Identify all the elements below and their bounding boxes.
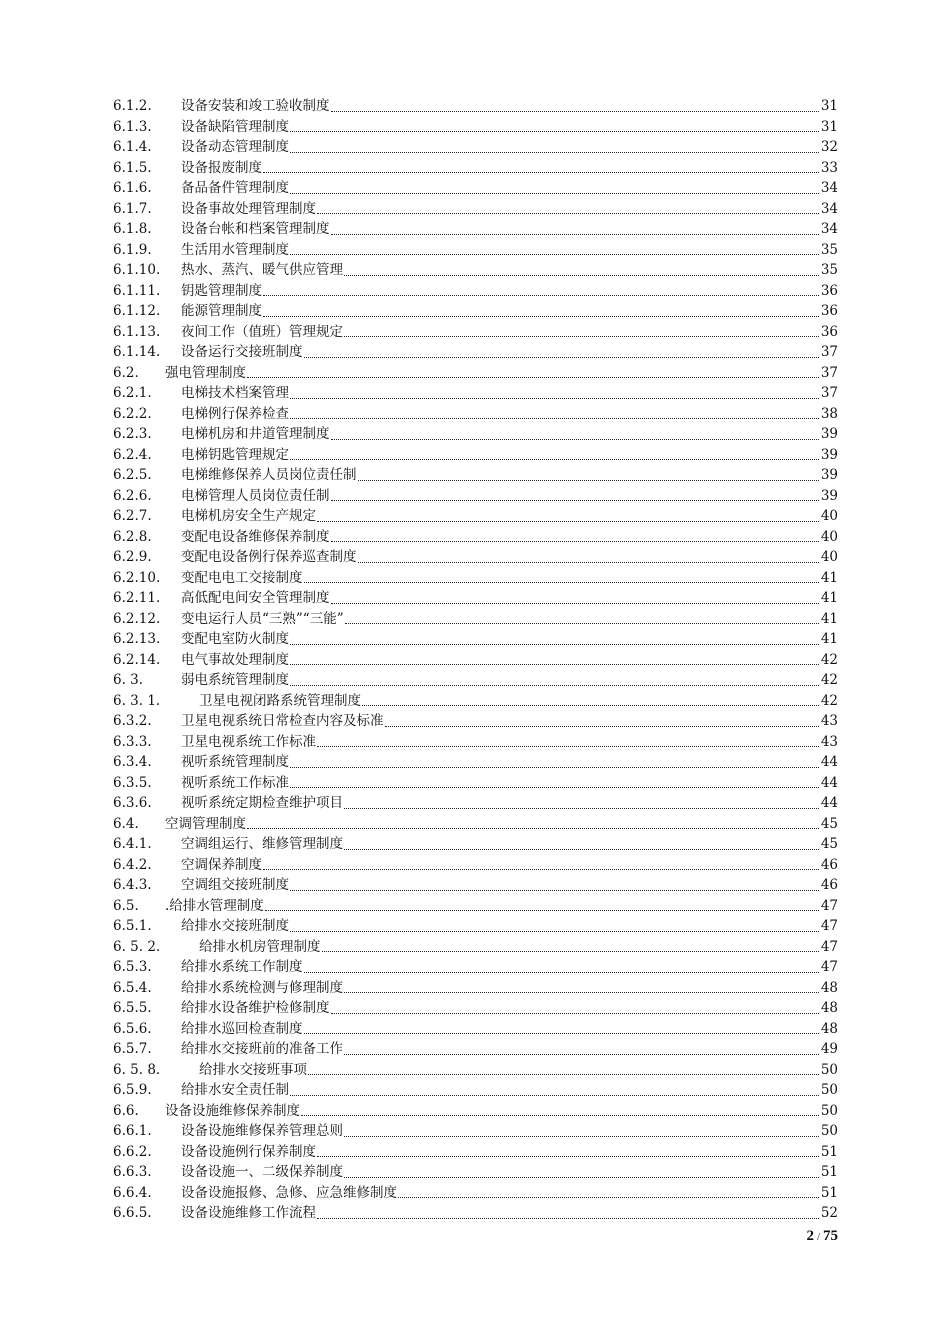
- toc-dot-leader: [290, 931, 819, 932]
- toc-dot-leader: [331, 1013, 820, 1014]
- toc-entry[interactable]: [113, 240, 838, 261]
- toc-entry[interactable]: [113, 281, 838, 302]
- toc-entry[interactable]: [113, 1060, 838, 1081]
- toc-entry-title: 给排水交接班前的准备工作: [181, 1041, 343, 1057]
- toc-entry-number: 6.6.1.: [113, 1123, 152, 1139]
- toc-entry-page: 41: [820, 590, 838, 606]
- toc-entry-number: 6.6.5.: [113, 1205, 152, 1221]
- toc-entry-title: 给排水系统工作制度: [181, 959, 303, 975]
- toc-dot-leader: [317, 746, 819, 747]
- toc-entry-number: 6.4.3.: [113, 877, 152, 893]
- toc-entry-page: 46: [820, 856, 838, 873]
- toc-entry-page: 42: [820, 651, 838, 668]
- toc-dot-leader: [290, 459, 819, 460]
- toc-dot-leader: [290, 254, 819, 255]
- toc-entry-page: 42: [820, 692, 838, 709]
- toc-entry-number: 6.6.: [113, 1102, 139, 1119]
- toc-entry-title: 设备报废制度: [181, 159, 262, 176]
- toc-entry[interactable]: [113, 1019, 838, 1040]
- toc-dot-leader: [290, 890, 819, 891]
- toc-entry-title: 空调组运行、维修管理制度: [181, 836, 343, 852]
- toc-entry[interactable]: [113, 547, 838, 568]
- toc-dot-leader: [247, 377, 819, 378]
- total-pages: 75: [823, 1228, 838, 1244]
- toc-entry-number: 6.1.7.: [113, 200, 152, 217]
- toc-entry-number: 6.1.6.: [113, 180, 152, 196]
- toc-entry-title: 电梯机房和井道管理制度: [181, 426, 330, 442]
- toc-entry-title: 热水、蒸汽、暖气供应管理: [181, 262, 343, 278]
- toc-entry-page: 34: [820, 221, 838, 237]
- toc-dot-leader: [322, 951, 820, 952]
- toc-entry-page: 34: [820, 200, 838, 217]
- toc-entry-number: 6.5.4.: [113, 979, 152, 996]
- toc-entry-page: 44: [820, 754, 838, 770]
- toc-entry-page: 43: [820, 733, 838, 750]
- toc-entry[interactable]: [113, 588, 838, 609]
- toc-dot-leader: [331, 603, 820, 604]
- toc-dot-leader: [344, 808, 819, 809]
- toc-dot-leader: [290, 1095, 819, 1096]
- toc-entry-number: 6.1.5.: [113, 159, 152, 176]
- toc-entry[interactable]: [113, 896, 838, 917]
- toc-entry-title: 设备设施维修工作流程: [181, 1205, 316, 1221]
- toc-entry-number: 6.4.1.: [113, 836, 152, 852]
- toc-entry[interactable]: [113, 670, 838, 691]
- toc-entry[interactable]: [113, 96, 838, 117]
- toc-entry-title: 电梯管理人员岗位责任制: [181, 487, 330, 504]
- toc-entry[interactable]: [113, 937, 838, 958]
- toc-entry[interactable]: [113, 793, 838, 814]
- toc-entry-title: 卫星电视系统日常检查内容及标准: [181, 713, 384, 729]
- toc-entry[interactable]: [113, 650, 838, 671]
- toc-entry-number: 6. 3.: [113, 672, 144, 688]
- toc-entry-number: 6.4.: [113, 815, 139, 832]
- toc-entry[interactable]: [113, 1121, 838, 1142]
- toc-entry-title: 给排水巡回检查制度: [181, 1020, 303, 1037]
- toc-entry[interactable]: [113, 834, 838, 855]
- toc-entry[interactable]: [113, 199, 838, 220]
- toc-dot-leader: [290, 418, 819, 419]
- toc-dot-leader: [317, 521, 819, 522]
- toc-entry-title: 变电运行人员“三熟”“三能”: [181, 610, 344, 627]
- toc-entry-title: 电梯钥匙管理规定: [181, 446, 289, 463]
- toc-entry-page: 36: [820, 303, 838, 319]
- toc-dot-leader: [290, 787, 819, 788]
- toc-entry-page: 31: [820, 98, 838, 114]
- toc-entry-page: 50: [820, 1102, 838, 1119]
- toc-entry-number: 6.5.9.: [113, 1082, 152, 1098]
- toc-entry[interactable]: [113, 814, 838, 835]
- toc-entry-number: 6.3.5.: [113, 774, 152, 791]
- toc-dot-leader: [290, 644, 819, 645]
- toc-entry-page: 33: [820, 159, 838, 176]
- toc-entry-number: 6.6.3.: [113, 1164, 152, 1180]
- toc-dot-leader: [304, 1033, 820, 1034]
- toc-entry-title: 卫星电视闭路系统管理制度: [199, 692, 361, 709]
- toc-entry-number: 6.2.8.: [113, 528, 152, 545]
- toc-entry-page: 50: [820, 1123, 838, 1139]
- toc-dot-leader: [263, 172, 819, 173]
- toc-entry[interactable]: [113, 486, 838, 507]
- toc-entry-title: 给排水交接班事项: [199, 1061, 307, 1078]
- toc-dot-leader: [344, 849, 819, 850]
- toc-entry[interactable]: [113, 1142, 838, 1163]
- toc-entry-page: 50: [820, 1061, 838, 1078]
- toc-dot-leader: [263, 316, 819, 317]
- toc-entry-number: 6.2.2.: [113, 405, 152, 422]
- toc-dot-leader: [344, 1177, 819, 1178]
- toc-entry[interactable]: [113, 158, 838, 179]
- toc-dot-leader: [290, 664, 819, 665]
- toc-entry-title: 设备事故处理管理制度: [181, 200, 316, 217]
- toc-entry-page: 40: [820, 508, 838, 524]
- toc-entry[interactable]: [113, 691, 838, 712]
- toc-entry-page: 39: [820, 446, 838, 463]
- toc-entry-page: 47: [820, 959, 838, 975]
- toc-entry-page: 37: [820, 344, 838, 360]
- toc-entry-page: 36: [820, 323, 838, 340]
- toc-entry[interactable]: [113, 117, 838, 138]
- toc-entry-number: 6.2.5.: [113, 467, 152, 483]
- toc-entry-title: .给排水管理制度: [165, 897, 264, 914]
- toc-dot-leader: [263, 869, 819, 870]
- toc-entry-title: 给排水安全责任制: [181, 1082, 289, 1098]
- toc-entry-number: 6.2.4.: [113, 446, 152, 463]
- toc-entry-number: 6.1.14.: [113, 344, 161, 360]
- toc-entry-title: 空调管理制度: [165, 815, 246, 832]
- toc-entry-number: 6.2.14.: [113, 651, 161, 668]
- toc-entry-title: 视听系统工作标准: [181, 774, 289, 791]
- toc-entry-title: 空调保养制度: [181, 856, 262, 873]
- toc-entry-number: 6.5.1.: [113, 918, 152, 934]
- toc-dot-leader: [265, 910, 819, 911]
- toc-entry[interactable]: [113, 1039, 838, 1060]
- toc-entry-number: 6.2.12.: [113, 610, 161, 627]
- toc-entry-title: 电梯技术档案管理: [181, 385, 289, 401]
- toc-entry-number: 6.5.7.: [113, 1041, 152, 1057]
- toc-entry-page: 40: [820, 528, 838, 545]
- toc-entry-number: 6.1.12.: [113, 303, 161, 319]
- toc-entry[interactable]: [113, 629, 838, 650]
- toc-dot-leader: [398, 1197, 819, 1198]
- toc-entry[interactable]: [113, 301, 838, 322]
- toc-entry-page: 52: [820, 1205, 838, 1221]
- toc-entry[interactable]: [113, 527, 838, 548]
- toc-entry-page: 37: [820, 364, 838, 381]
- toc-entry[interactable]: [113, 424, 838, 445]
- toc-dot-leader: [304, 582, 820, 583]
- toc-entry-title: 给排水设备维护检修制度: [181, 1000, 330, 1016]
- toc-entry[interactable]: [113, 752, 838, 773]
- toc-entry-title: 视听系统管理制度: [181, 754, 289, 770]
- toc-entry-page: 32: [820, 139, 838, 155]
- toc-entry[interactable]: [113, 773, 838, 794]
- toc-entry-page: 42: [820, 672, 838, 688]
- toc-entry-title: 电梯维修保养人员岗位责任制: [181, 467, 357, 483]
- toc-entry-page: 48: [820, 1020, 838, 1037]
- toc-dot-leader: [290, 767, 819, 768]
- toc-entry-number: 6. 5. 2.: [113, 938, 161, 955]
- toc-dot-leader: [358, 562, 820, 563]
- toc-entry-number: 6.5.3.: [113, 959, 152, 975]
- toc-entry-page: 48: [820, 1000, 838, 1016]
- toc-entry-number: 6.2.6.: [113, 487, 152, 504]
- toc-entry-title: 变配电设备例行保养巡查制度: [181, 549, 357, 565]
- toc-entry-page: 44: [820, 774, 838, 791]
- toc-entry[interactable]: [113, 978, 838, 999]
- toc-entry-page: 49: [820, 1041, 838, 1057]
- toc-entry-title: 电梯例行保养检查: [181, 405, 289, 422]
- toc-dot-leader: [317, 1218, 819, 1219]
- toc-entry[interactable]: [113, 957, 838, 978]
- toc-entry-page: 35: [820, 241, 838, 258]
- toc-dot-leader: [345, 623, 819, 624]
- toc-entry[interactable]: [113, 1101, 838, 1122]
- toc-entry-page: 41: [820, 610, 838, 627]
- toc-entry-page: 38: [820, 405, 838, 422]
- toc-entry-title: 能源管理制度: [181, 303, 262, 319]
- toc-entry-title: 备品备件管理制度: [181, 180, 289, 196]
- toc-entry-page: 45: [820, 815, 838, 832]
- toc-dot-leader: [331, 439, 820, 440]
- toc-entry-title: 变配电电工交接制度: [181, 569, 303, 586]
- toc-dot-leader: [301, 1115, 819, 1116]
- toc-entry[interactable]: [113, 711, 838, 732]
- toc-entry-number: 6.2.13.: [113, 631, 161, 647]
- current-page: 2: [806, 1228, 814, 1244]
- toc-entry-number: 6.2.1.: [113, 385, 152, 401]
- toc-entry-title: 钥匙管理制度: [181, 282, 262, 299]
- toc-entry-title: 弱电系统管理制度: [181, 672, 289, 688]
- toc-entry[interactable]: [113, 609, 838, 630]
- toc-entry-title: 设备设施例行保养制度: [181, 1143, 316, 1160]
- toc-entry-title: 设备台帐和档案管理制度: [181, 221, 330, 237]
- toc-entry[interactable]: [113, 383, 838, 404]
- toc-entry-page: 39: [820, 487, 838, 504]
- toc-entry-page: 36: [820, 282, 838, 299]
- toc-dot-leader: [344, 1136, 819, 1137]
- toc-entry-number: 6.1.13.: [113, 323, 161, 340]
- toc-entry[interactable]: [113, 1080, 838, 1101]
- toc-entry-title: 强电管理制度: [165, 364, 246, 381]
- toc-entry-title: 卫星电视系统工作标准: [181, 733, 316, 750]
- toc-entry-number: 6.3.2.: [113, 713, 152, 729]
- toc-dot-leader: [344, 1054, 819, 1055]
- toc-entry-number: 6.3.4.: [113, 754, 152, 770]
- toc-entry-number: 6.6.2.: [113, 1143, 152, 1160]
- toc-entry[interactable]: [113, 1183, 838, 1204]
- toc-entry-number: 6.3.6.: [113, 795, 152, 811]
- toc-entry-number: 6.1.10.: [113, 262, 161, 278]
- toc-entry-page: 45: [820, 836, 838, 852]
- toc-entry-number: 6.2.9.: [113, 549, 152, 565]
- toc-entry-page: 31: [820, 118, 838, 135]
- toc-dot-leader: [331, 111, 820, 112]
- toc-dot-leader: [344, 275, 819, 276]
- table-of-contents: [113, 96, 838, 1224]
- toc-entry-number: 6.3.3.: [113, 733, 152, 750]
- toc-dot-leader: [304, 972, 820, 973]
- toc-entry-number: 6.1.2.: [113, 98, 152, 114]
- toc-entry-page: 46: [820, 877, 838, 893]
- toc-entry-title: 设备动态管理制度: [181, 139, 289, 155]
- toc-dot-leader: [317, 213, 819, 214]
- toc-entry[interactable]: [113, 855, 838, 876]
- toc-entry-page: 39: [820, 426, 838, 442]
- toc-entry-number: 6.6.4.: [113, 1184, 152, 1201]
- toc-entry-page: 37: [820, 385, 838, 401]
- toc-entry-page: 44: [820, 795, 838, 811]
- toc-entry-number: 6.1.11.: [113, 282, 161, 299]
- toc-entry[interactable]: [113, 998, 838, 1019]
- toc-dot-leader: [304, 357, 820, 358]
- toc-entry-page: 34: [820, 180, 838, 196]
- toc-entry-title: 给排水机房管理制度: [199, 938, 321, 955]
- toc-entry-number: 6.4.2.: [113, 856, 152, 873]
- toc-entry-title: 生活用水管理制度: [181, 241, 289, 258]
- toc-entry-page: 47: [820, 897, 838, 914]
- toc-entry-page: 51: [820, 1184, 838, 1201]
- toc-entry[interactable]: [113, 342, 838, 363]
- toc-entry-title: 设备设施维修保养管理总则: [181, 1123, 343, 1139]
- toc-dot-leader: [344, 336, 819, 337]
- toc-entry-number: 6. 3. 1.: [113, 692, 161, 709]
- toc-entry-number: 6.1.4.: [113, 139, 152, 155]
- toc-entry-title: 设备设施一、二级保养制度: [181, 1164, 343, 1180]
- toc-entry-title: 视听系统定期检查维护项目: [181, 795, 343, 811]
- toc-entry[interactable]: [113, 732, 838, 753]
- toc-entry-number: 6. 5. 8.: [113, 1061, 161, 1078]
- toc-dot-leader: [385, 726, 820, 727]
- toc-dot-leader: [358, 480, 820, 481]
- toc-entry-page: 40: [820, 549, 838, 565]
- toc-entry-number: 6.2.: [113, 364, 139, 381]
- toc-entry-page: 51: [820, 1164, 838, 1180]
- toc-dot-leader: [331, 234, 820, 235]
- toc-entry[interactable]: [113, 875, 838, 896]
- toc-dot-leader: [290, 398, 819, 399]
- toc-entry-title: 变配电设备维修保养制度: [181, 528, 330, 545]
- toc-entry-number: 6.1.3.: [113, 118, 152, 135]
- toc-entry[interactable]: [113, 1162, 838, 1183]
- toc-entry[interactable]: [113, 363, 838, 384]
- toc-dot-leader: [344, 992, 819, 993]
- toc-dot-leader: [290, 193, 819, 194]
- page-number: [806, 1228, 838, 1245]
- toc-entry-title: 空调组交接班制度: [181, 877, 289, 893]
- toc-entry-page: 47: [820, 918, 838, 934]
- toc-entry-number: 6.1.8.: [113, 221, 152, 237]
- toc-entry-title: 设备运行交接班制度: [181, 344, 303, 360]
- toc-entry[interactable]: [113, 137, 838, 158]
- toc-entry-number: 6.2.3.: [113, 426, 152, 442]
- toc-entry-title: 高低配电间安全管理制度: [181, 590, 330, 606]
- toc-entry-page: 47: [820, 938, 838, 955]
- toc-entry-page: 35: [820, 262, 838, 278]
- toc-entry-number: 6.2.7.: [113, 508, 152, 524]
- toc-entry-title: 夜间工作（值班）管理规定: [181, 323, 343, 340]
- toc-entry-title: 电气事故处理制度: [181, 651, 289, 668]
- toc-dot-leader: [308, 1074, 819, 1075]
- toc-entry[interactable]: [113, 916, 838, 937]
- toc-entry-title: 设备安装和竣工验收制度: [181, 98, 330, 114]
- toc-entry[interactable]: [113, 568, 838, 589]
- toc-entry[interactable]: [113, 404, 838, 425]
- toc-entry-title: 电梯机房安全生产规定: [181, 508, 316, 524]
- toc-dot-leader: [317, 1156, 819, 1157]
- toc-entry-number: 6.5.6.: [113, 1020, 152, 1037]
- toc-entry-page: 48: [820, 979, 838, 996]
- toc-dot-leader: [331, 541, 820, 542]
- toc-entry[interactable]: [113, 465, 838, 486]
- toc-entry-title: 给排水系统检测与修理制度: [181, 979, 343, 996]
- toc-entry[interactable]: [113, 219, 838, 240]
- toc-entry-title: 设备设施报修、急修、应急维修制度: [181, 1184, 397, 1201]
- toc-entry[interactable]: [113, 178, 838, 199]
- toc-dot-leader: [247, 828, 819, 829]
- toc-entry-number: 6.2.11.: [113, 590, 161, 606]
- toc-dot-leader: [290, 685, 819, 686]
- toc-entry-page: 51: [820, 1143, 838, 1160]
- toc-dot-leader: [290, 131, 819, 132]
- toc-entry[interactable]: [113, 506, 838, 527]
- toc-entry[interactable]: [113, 1203, 838, 1224]
- toc-dot-leader: [331, 500, 820, 501]
- page-separator: /: [816, 1231, 820, 1243]
- toc-entry-page: 41: [820, 631, 838, 647]
- toc-entry[interactable]: [113, 322, 838, 343]
- toc-entry-title: 设备设施维修保养制度: [165, 1102, 300, 1119]
- toc-entry-title: 设备缺陷管理制度: [181, 118, 289, 135]
- toc-dot-leader: [290, 152, 819, 153]
- toc-entry-number: 6.5.5.: [113, 1000, 152, 1016]
- toc-entry-page: 39: [820, 467, 838, 483]
- toc-entry-number: 6.2.10.: [113, 569, 161, 586]
- toc-entry-number: 6.1.9.: [113, 241, 152, 258]
- toc-dot-leader: [263, 295, 819, 296]
- toc-entry-title: 变配电室防火制度: [181, 631, 289, 647]
- toc-entry-page: 50: [820, 1082, 838, 1098]
- toc-dot-leader: [362, 705, 819, 706]
- toc-entry-page: 43: [820, 713, 838, 729]
- toc-entry-title: 给排水交接班制度: [181, 918, 289, 934]
- toc-entry[interactable]: [113, 260, 838, 281]
- toc-entry-page: 41: [820, 569, 838, 586]
- toc-entry[interactable]: [113, 445, 838, 466]
- toc-entry-number: 6.5.: [113, 897, 139, 914]
